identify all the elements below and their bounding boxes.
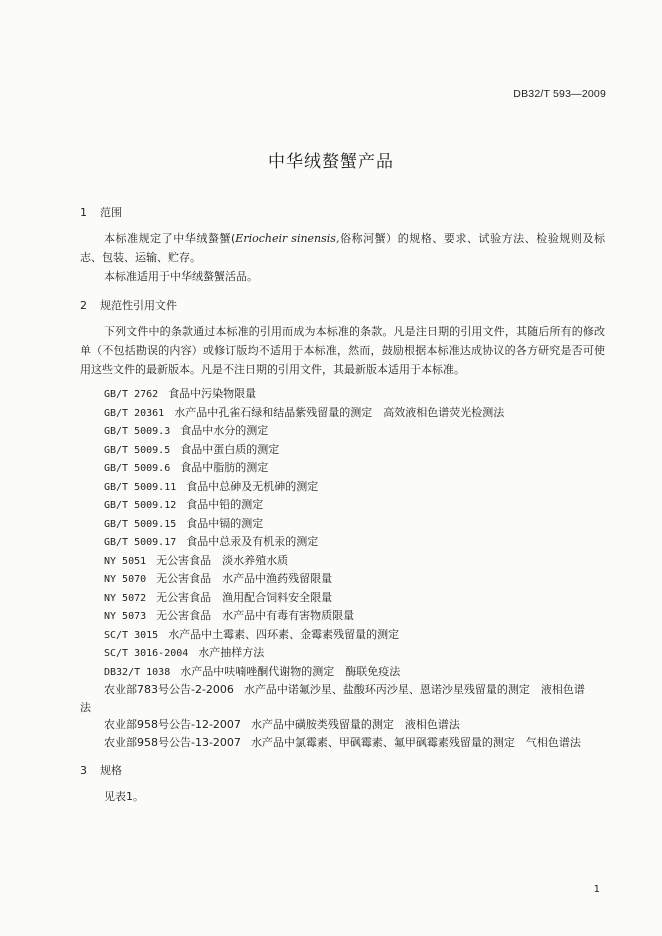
reference-code: GB/T 5009.15 xyxy=(104,518,177,530)
section-3-heading xyxy=(80,761,605,781)
scope-paragraph-1 xyxy=(80,229,605,267)
reference-item xyxy=(80,459,605,478)
reference-title: 水产品中诺氟沙星、盐酸环丙沙星、恩诺沙星残留量的测定 液相色谱 xyxy=(243,683,585,696)
document-body xyxy=(80,203,605,806)
reference-title: 食品中铅的测定 xyxy=(186,498,264,511)
reference-item xyxy=(80,589,605,608)
reference-code: GB/T 20361 xyxy=(104,407,165,419)
scope-paragraph-2: 本标准适用于中华绒螯蟹活品。 xyxy=(104,270,258,283)
reference-title: 水产品中磺胺类残留量的测定 液相色谱法 xyxy=(250,718,460,731)
reference-code: GB/T 2762 xyxy=(104,389,159,400)
section-number: 3 xyxy=(80,764,87,777)
reference-title: 食品中总砷及无机砷的测定 xyxy=(186,479,319,493)
reference-code: SC/T 3016-2004 xyxy=(104,648,189,659)
reference-item xyxy=(80,663,605,682)
reference-code: NY 5051 xyxy=(104,555,147,567)
reference-title: 水产抽样方法 xyxy=(198,646,265,659)
reference-title: 食品中镉的测定 xyxy=(186,516,264,530)
scope-text: 本标准规定了中华绒螯蟹( xyxy=(104,232,236,245)
reference-title: 食品中水分的测定 xyxy=(180,424,269,437)
section-number: 1 xyxy=(80,206,87,219)
reference-code: GB/T 5009.11 xyxy=(104,481,177,493)
reference-item xyxy=(80,404,605,423)
reference-item xyxy=(80,533,605,552)
latin-name: Eriocheir sinensis, xyxy=(235,232,340,245)
reference-item xyxy=(80,644,605,663)
reference-item xyxy=(80,478,605,497)
reference-title: 食品中脂肪的测定 xyxy=(180,461,269,474)
reference-title: 无公害食品 淡水养殖水质 xyxy=(156,553,289,567)
page-number: 1 xyxy=(593,884,600,895)
section-title: 规范性引用文件 xyxy=(100,299,177,312)
reference-title: 无公害食品 水产品中渔药残留限量 xyxy=(156,572,333,585)
standard-number: DB32/T 593—2009 xyxy=(513,88,606,100)
reference-code: GB/T 5009.3 xyxy=(104,426,171,437)
reference-code: NY 5073 xyxy=(104,611,147,622)
section-number: 2 xyxy=(80,299,87,312)
reference-code: DB32/T 1038 xyxy=(104,666,171,678)
section-2-heading xyxy=(80,296,605,316)
references-intro: 下列文件中的条款通过本标准的引用而成为本标准的条款。凡是注日期的引用文件，其随后所有的修改单（不包括勘误的内容）或修订版均不适用于本标准，然而，鼓励根据本标准达成协议的各方研究是否可使用这些文件的最新版本。凡是不注日期的引用文件，其最新版本适用于本标准。 xyxy=(80,325,605,376)
reference-item xyxy=(80,496,605,515)
reference-item xyxy=(80,385,605,404)
reference-title-continued: 法 xyxy=(80,700,91,714)
reference-code: NY 5072 xyxy=(104,592,147,604)
reference-title: 水产品中孔雀石绿和结晶紫残留量的测定 高效液相色谱荧光检测法 xyxy=(174,405,505,419)
reference-code: 农业部783号公告-2-2006 xyxy=(104,683,234,696)
reference-list xyxy=(80,385,605,751)
reference-title: 食品中蛋白质的测定 xyxy=(180,442,280,456)
reference-title: 无公害食品 渔用配合饲料安全限量 xyxy=(156,590,333,604)
reference-code: GB/T 5009.12 xyxy=(104,500,177,511)
reference-code: SC/T 3015 xyxy=(104,629,159,641)
reference-title: 水产品中呋喃唑酮代谢物的测定 酶联免疫法 xyxy=(180,664,401,678)
reference-item xyxy=(80,515,605,534)
reference-code: 农业部958号公告-13-2007 xyxy=(104,735,241,749)
reference-item xyxy=(80,422,605,441)
reference-title: 食品中总汞及有机汞的测定 xyxy=(186,535,319,548)
reference-code: 农业部958号公告-12-2007 xyxy=(104,718,241,731)
spec-paragraph: 见表1。 xyxy=(104,790,144,803)
section-1-heading xyxy=(80,203,605,223)
reference-item xyxy=(80,607,605,626)
reference-title: 水产品中土霉素、四环素、金霉素残留量的测定 xyxy=(168,627,400,641)
reference-code: NY 5070 xyxy=(104,574,147,585)
reference-title: 水产品中氯霉素、甲砜霉素、氟甲砜霉素残留量的测定 气相色谱法 xyxy=(250,735,581,749)
reference-item xyxy=(80,716,605,734)
reference-title: 无公害食品 水产品中有毒有害物质限量 xyxy=(156,609,355,622)
reference-item xyxy=(80,734,605,752)
document-title: 中华绒螯蟹产品 xyxy=(268,152,394,172)
reference-code: GB/T 5009.6 xyxy=(104,463,171,474)
reference-code: GB/T 5009.5 xyxy=(104,444,171,456)
section-title: 规格 xyxy=(100,764,122,777)
reference-item xyxy=(80,681,605,716)
reference-item xyxy=(80,441,605,460)
reference-item xyxy=(80,626,605,645)
reference-title: 食品中污染物限量 xyxy=(168,387,257,400)
section-title: 范围 xyxy=(100,206,122,219)
reference-code: GB/T 5009.17 xyxy=(104,537,177,548)
scope-text: 俗称河蟹）的规格、要求、试验方法、检验规则及标志、包装、运输、贮存。 xyxy=(80,232,605,264)
reference-item xyxy=(80,552,605,571)
reference-item xyxy=(80,570,605,589)
